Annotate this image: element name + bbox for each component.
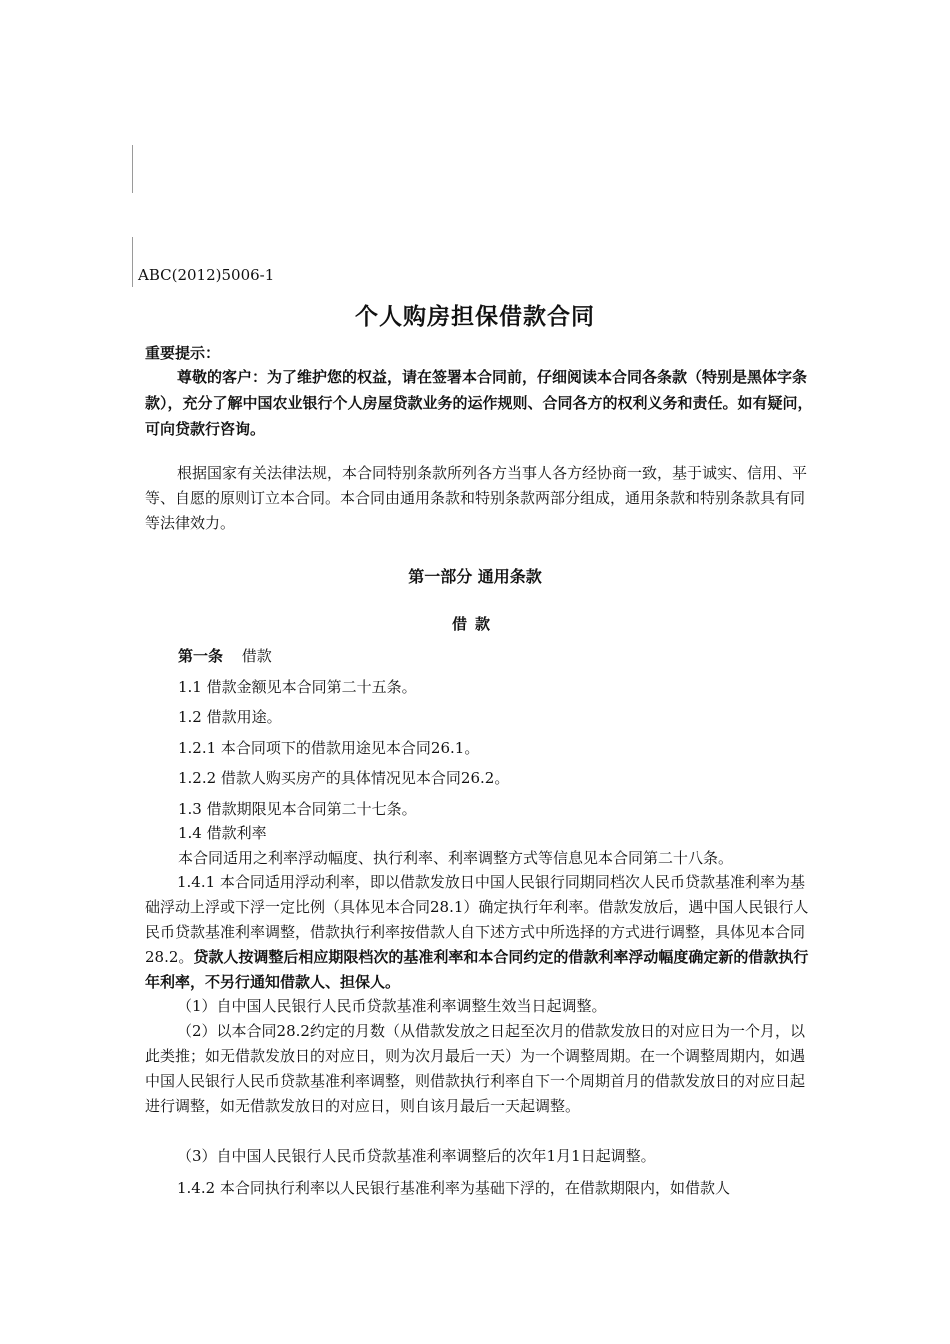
- clause-1-4-2: 1.4.2 本合同执行利率以人民银行基准利率为基础下浮的，在借款期限内，如借款人: [177, 1179, 730, 1197]
- margin-line-top: [132, 145, 133, 193]
- clause-1-2-2: 1.2.2 借款人购买房产的具体情况见本合同26.2。: [178, 769, 510, 787]
- intro-paragraph: 根据国家有关法律法规，本合同特别条款所列各方当事人各方经协商一致，基于诚实、信用、平等、自愿的原则订立本合同。本合同由通用条款和特别条款两部分组成，通用条款和特别条款具有同等法律效力。: [145, 464, 808, 532]
- contract-title: 个人购房担保借款合同: [355, 304, 595, 330]
- article-heading: [178, 645, 272, 666]
- margin-line-bottom: [132, 237, 133, 287]
- article-label: 第一条: [178, 647, 224, 665]
- document-code: ABC(2012)5006-1: [138, 266, 275, 284]
- clause-1-3: 1.3 借款期限见本合同第二十七条。: [178, 800, 417, 818]
- article-name: 借款: [241, 647, 272, 665]
- option-1: （1）自中国人民银行人民币贷款基准利率调整生效当日起调整。: [177, 997, 607, 1015]
- section-title: 借款: [451, 615, 498, 633]
- option-2: （2）以本合同28.2约定的月数（从借款发放之日起至次月的借款发放日的对应日为一个月，以此类推；如无借款发放日的对应日，则为次月最后一天）为一个调整周期。在一个调整周期内，如遇中国人民银行人民币贷款基准利率调整，则借款执行利率自下一个周期首月的借款发放日的对应日起进行调整，如无借款发放日的对应日，则自该月最后一天起调整。: [145, 1022, 806, 1115]
- clause-1-2-1: 1.2.1 本合同项下的借款用途见本合同26.1。: [178, 739, 480, 757]
- clause-1-4-1-text: 1.4.1 本合同适用浮动利率，即以借款发放日中国人民银行同期同档次人民币贷款基准利率为基础浮动上浮或下浮一定比例（具体见本合同28.1）确定执行年利率。借款发放后，遇中国人民银行人民币贷款基准利率调整，借款执行利率按借款人自下述方式中所选择的方式进行调整，具体见本合同28.2。: [145, 873, 809, 966]
- option-3: （3）自中国人民银行人民币贷款基准利率调整后的次年1月1日起调整。: [177, 1147, 656, 1165]
- notice-heading: 重要提示：: [145, 344, 221, 362]
- clause-1-4-1: [145, 870, 815, 995]
- clause-1-1: 1.1 借款金额见本合同第二十五条。: [178, 678, 417, 696]
- clause-1-4-desc: 本合同适用之利率浮动幅度、执行利率、利率调整方式等信息见本合同第二十八条。: [178, 849, 734, 867]
- part-one-title: 第一部分 通用条款: [408, 567, 542, 586]
- clause-1-4-1-bold: 贷款人按调整后相应期限档次的基准利率和本合同约定的借款利率浮动幅度确定新的借款执行年利率，不另行通知借款人、担保人。: [145, 948, 809, 991]
- clause-1-2: 1.2 借款用途。: [178, 708, 282, 726]
- notice-text: 尊敬的客户：为了维护您的权益，请在签署本合同前，仔细阅读本合同各条款（特别是黑体字条款），充分了解中国农业银行个人房屋贷款业务的运作规则、合同各方的权利义务和责任。如有疑问，可向贷款行咨询。: [145, 368, 813, 438]
- clause-1-4: 1.4 借款利率: [178, 824, 267, 842]
